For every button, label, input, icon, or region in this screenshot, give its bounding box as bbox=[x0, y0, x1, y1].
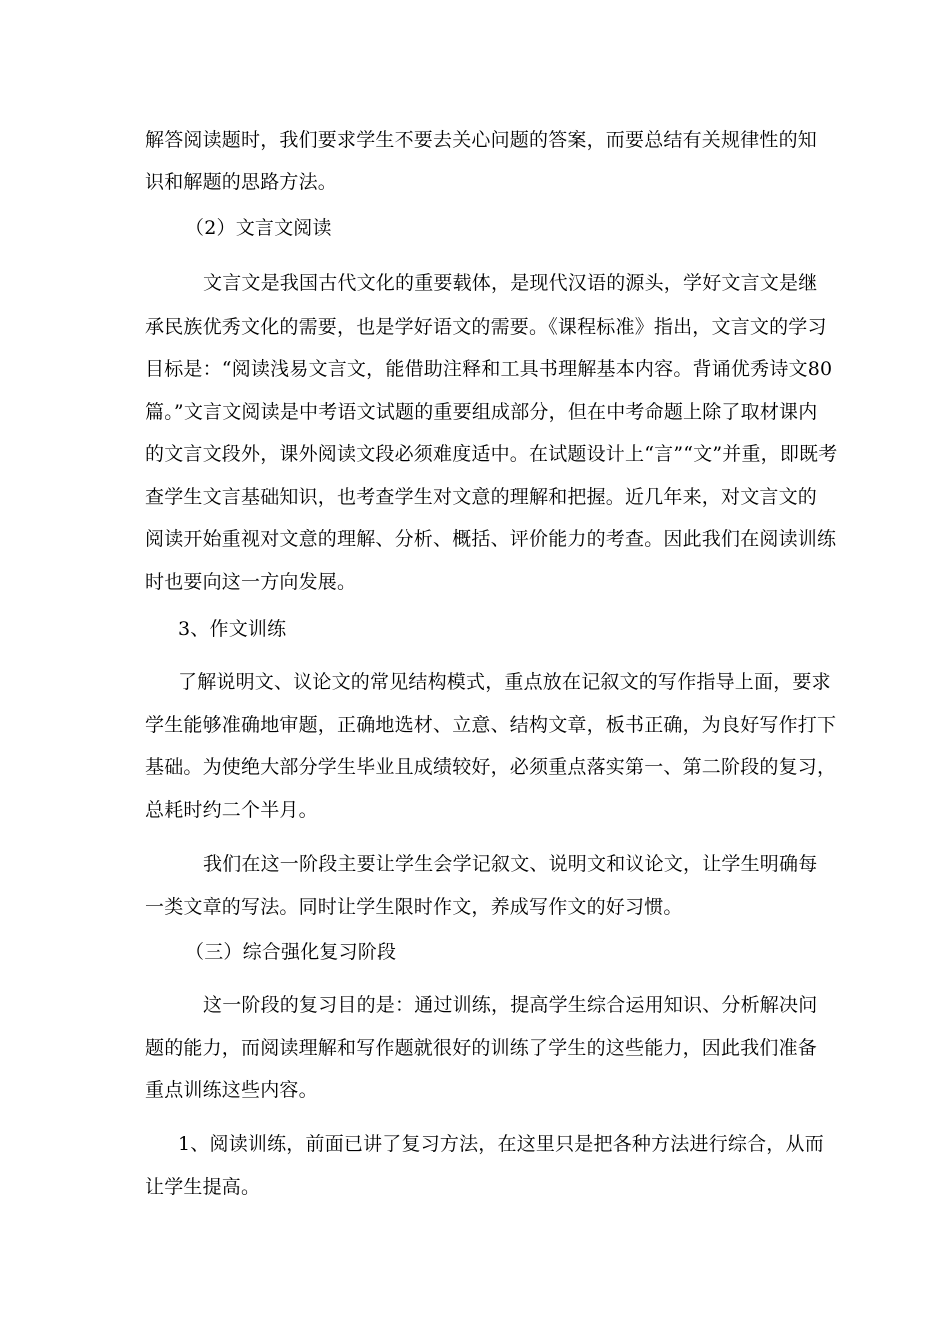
paragraph-line: 了解说明文、议论文的常见结构模式，重点放在记叙文的写作指导上面，要求 bbox=[178, 671, 831, 693]
paragraph-line: 目标是：“阅读浅易文言文，能借助注释和工具书理解基本内容。背诵优秀诗文80 bbox=[145, 358, 833, 380]
paragraph-line: 识和解题的思路方法。 bbox=[145, 171, 338, 193]
paragraph-line: 学生能够准确地审题，正确地选材、立意、结构文章，板书正确，为良好写作打下 bbox=[145, 714, 837, 736]
paragraph-line: 阅读开始重视对文意的理解、分析、概括、评价能力的考查。因此我们在阅读训练 bbox=[145, 528, 837, 550]
paragraph-line: 承民族优秀文化的需要，也是学好语文的需要。《课程标准》指出，文言文的学习 bbox=[145, 316, 827, 338]
paragraph-line: 我们在这一阶段主要让学生会学记叙文、说明文和议论文，让学生明确每 bbox=[203, 853, 818, 875]
section-heading: （2）文言文阅读 bbox=[185, 217, 332, 239]
paragraph-line: 让学生提高。 bbox=[145, 1176, 261, 1198]
paragraph-line: 这一阶段的复习目的是：通过训练，提高学生综合运用知识、分析解决问 bbox=[203, 994, 818, 1016]
paragraph-line: 1、阅读训练，前面已讲了复习方法，在这里只是把各种方法进行综合，从而 bbox=[178, 1133, 824, 1155]
paragraph-line: 一类文章的写法。同时让学生限时作文，养成写作文的好习惯。 bbox=[145, 896, 683, 918]
paragraph-line: 总耗时约二个半月。 bbox=[145, 799, 318, 821]
paragraph-line: 解答阅读题时，我们要求学生不要去关心问题的答案，而要总结有关规律性的知 bbox=[145, 129, 818, 151]
paragraph-line: 重点训练这些内容。 bbox=[145, 1079, 318, 1101]
paragraph-line: 基础。为使绝大部分学生毕业且成绩较好，必须重点落实第一、第二阶段的复习， bbox=[145, 756, 837, 778]
paragraph-line: 时也要向这一方向发展。 bbox=[145, 571, 357, 593]
paragraph-line: 题的能力，而阅读理解和写作题就很好的训练了学生的这些能力，因此我们准备 bbox=[145, 1037, 818, 1059]
paragraph-line: 篇。”文言文阅读是中考语文试题的重要组成部分，但在中考命题上除了取材课内 bbox=[145, 401, 818, 423]
section-heading: （三）综合强化复习阶段 bbox=[185, 941, 397, 963]
paragraph-line: 查学生文言基础知识，也考查学生对文意的理解和把握。近几年来，对文言文的 bbox=[145, 486, 818, 508]
section-heading: 3、作文训练 bbox=[178, 618, 287, 640]
paragraph-line: 文言文是我国古代文化的重要载体，是现代汉语的源头，学好文言文是继 bbox=[203, 272, 818, 294]
paragraph-line: 的文言文段外，课外阅读文段必须难度适中。在试题设计上“言”“文”并重，即既考 bbox=[145, 443, 838, 465]
